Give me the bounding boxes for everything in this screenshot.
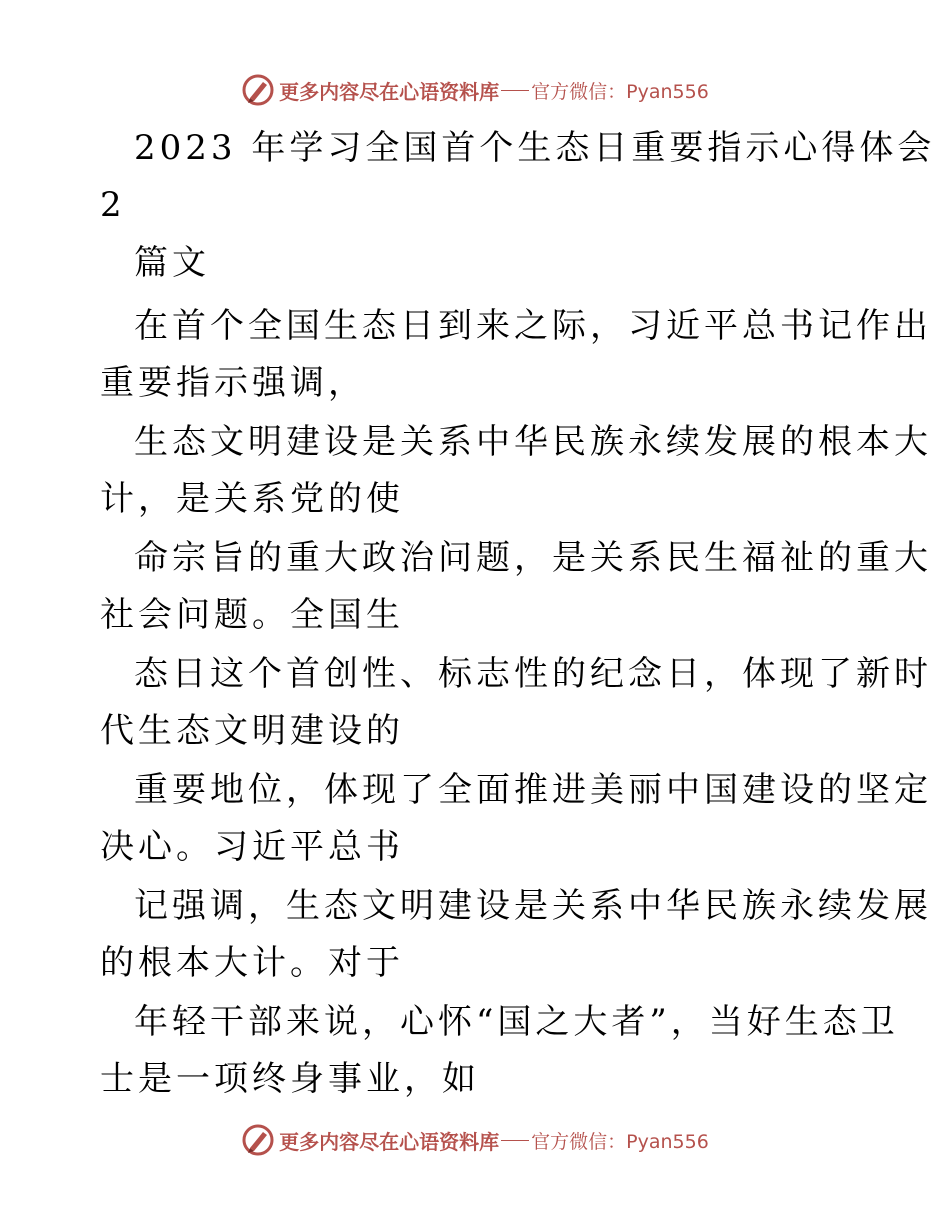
paragraph-line: 重要指示强调， xyxy=(100,363,366,403)
doc-label: 篇文 xyxy=(134,243,210,283)
paragraph-line: 在首个全国生态日到来之际，习近平总书记作出 xyxy=(134,306,932,346)
footer-banner xyxy=(0,1118,950,1162)
paragraph-line: 命宗旨的重大政治问题，是关系民生福祉的重大 xyxy=(134,538,932,578)
paragraph-line: 生态文明建设是关系中华民族永续发展的根本大 xyxy=(134,422,932,462)
banner-text: 更多内容尽在心语资料库 xyxy=(279,1129,500,1154)
paragraph-line: 社会问题。全国生 xyxy=(100,595,404,635)
paragraph-line: 态日这个首创性、标志性的纪念日，体现了新时 xyxy=(134,654,932,694)
paragraph-line: 年轻干部来说，心怀“国之大者”，当好生态卫 xyxy=(134,1002,899,1042)
paragraph-line: 代生态文明建设的 xyxy=(100,711,404,751)
header-banner xyxy=(0,68,950,112)
pen-logo-icon xyxy=(241,73,275,107)
banner-wechat: 官方微信：Pyan556 xyxy=(531,80,709,103)
paragraph-line: 的根本大计。对于 xyxy=(100,943,404,983)
banner-divider xyxy=(501,90,529,91)
paragraph-line: 计，是关系党的使 xyxy=(100,479,404,519)
pen-logo-icon xyxy=(241,1123,275,1157)
doc-title-line-1: 2023 年学习全国首个生态日重要指示心得体会 xyxy=(134,128,936,168)
banner-text: 更多内容尽在心语资料库 xyxy=(279,79,500,104)
banner-divider xyxy=(501,1140,529,1141)
banner-wechat: 官方微信：Pyan556 xyxy=(531,1130,709,1153)
paragraph-line: 重要地位，体现了全面推进美丽中国建设的坚定 xyxy=(134,770,932,810)
doc-title-line-2: 2 xyxy=(100,185,126,225)
paragraph-line: 士是一项终身事业，如 xyxy=(100,1059,480,1099)
paragraph-line: 记强调，生态文明建设是关系中华民族永续发展 xyxy=(134,886,932,926)
paragraph-line: 决心。习近平总书 xyxy=(100,827,404,867)
